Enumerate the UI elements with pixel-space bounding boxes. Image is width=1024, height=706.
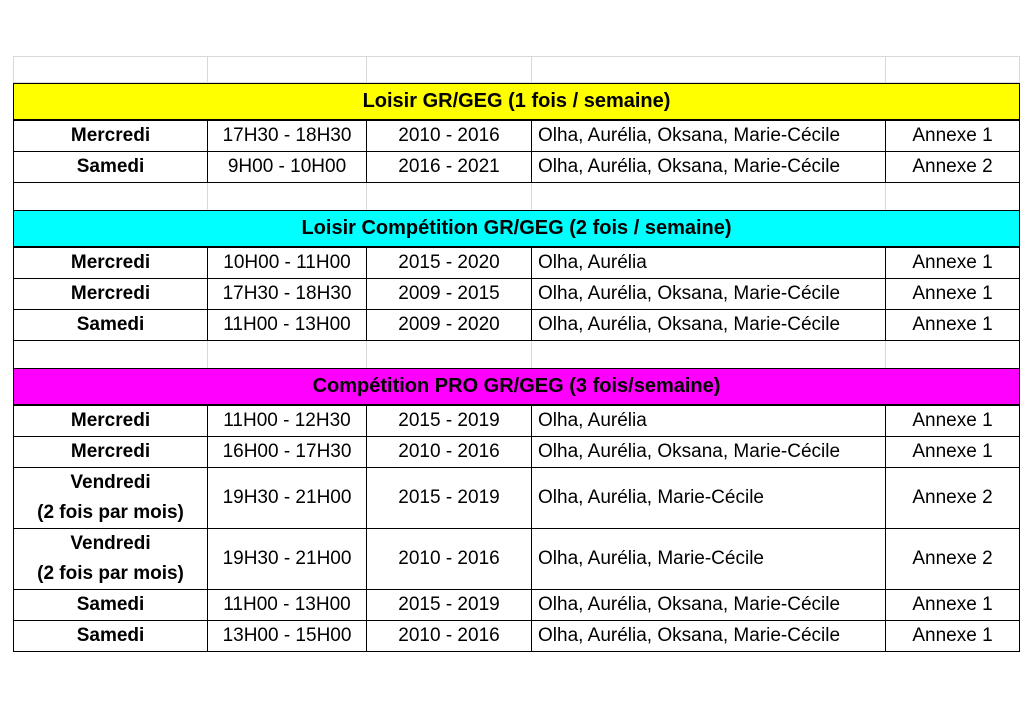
empty-cell[interactable] xyxy=(13,183,208,210)
schedule-sheet xyxy=(13,56,1020,652)
coaches-cell[interactable]: Olha, Aurélia, Oksana, Marie-Cécile xyxy=(532,121,886,152)
time-cell[interactable]: 11H00 - 12H30 xyxy=(208,406,367,437)
location-cell[interactable]: Annexe 1 xyxy=(886,310,1020,341)
section-header-competition-pro[interactable]: Compétition PRO GR/GEG (3 fois/semaine) xyxy=(13,368,1020,406)
empty-cell[interactable] xyxy=(886,183,1020,210)
empty-cell[interactable] xyxy=(367,56,532,83)
coaches-cell[interactable]: Olha, Aurélia, Oksana, Marie-Cécile xyxy=(532,621,886,652)
location-cell[interactable]: Annexe 1 xyxy=(886,621,1020,652)
time-cell[interactable]: 19H30 - 21H00 xyxy=(208,468,367,529)
day-cell[interactable]: Mercredi xyxy=(13,248,208,279)
day-cell[interactable] xyxy=(13,468,208,529)
years-cell[interactable]: 2015 - 2019 xyxy=(367,468,532,529)
empty-cell[interactable] xyxy=(208,183,367,210)
day-cell[interactable] xyxy=(13,529,208,590)
coaches-cell[interactable]: Olha, Aurélia, Oksana, Marie-Cécile xyxy=(532,437,886,468)
empty-cell[interactable] xyxy=(208,341,367,368)
section-header-loisir[interactable]: Loisir GR/GEG (1 fois / semaine) xyxy=(13,83,1020,121)
coaches-cell[interactable]: Olha, Aurélia, Oksana, Marie-Cécile xyxy=(532,590,886,621)
location-cell[interactable]: Annexe 1 xyxy=(886,248,1020,279)
day-cell[interactable]: Mercredi xyxy=(13,437,208,468)
years-cell[interactable]: 2010 - 2016 xyxy=(367,437,532,468)
empty-cell[interactable] xyxy=(367,183,532,210)
location-cell[interactable]: Annexe 2 xyxy=(886,529,1020,590)
years-cell[interactable]: 2010 - 2016 xyxy=(367,529,532,590)
day-cell[interactable]: Samedi xyxy=(13,590,208,621)
location-cell[interactable]: Annexe 2 xyxy=(886,152,1020,183)
location-cell[interactable]: Annexe 1 xyxy=(886,590,1020,621)
empty-cell[interactable] xyxy=(208,56,367,83)
day-cell[interactable]: Mercredi xyxy=(13,121,208,152)
years-cell[interactable]: 2015 - 2019 xyxy=(367,406,532,437)
years-cell[interactable]: 2015 - 2019 xyxy=(367,590,532,621)
location-cell[interactable]: Annexe 1 xyxy=(886,279,1020,310)
day-label: Vendredi xyxy=(70,472,151,493)
time-cell[interactable]: 13H00 - 15H00 xyxy=(208,621,367,652)
time-cell[interactable]: 19H30 - 21H00 xyxy=(208,529,367,590)
section-header-loisir-competition[interactable]: Loisir Compétition GR/GEG (2 fois / semaine) xyxy=(13,210,1020,248)
location-cell[interactable]: Annexe 1 xyxy=(886,406,1020,437)
coaches-cell[interactable]: Olha, Aurélia, Oksana, Marie-Cécile xyxy=(532,152,886,183)
coaches-cell[interactable]: Olha, Aurélia xyxy=(532,406,886,437)
frequency-note: (2 fois par mois) xyxy=(37,563,184,584)
time-cell[interactable]: 11H00 - 13H00 xyxy=(208,590,367,621)
years-cell[interactable]: 2009 - 2015 xyxy=(367,279,532,310)
day-cell[interactable]: Samedi xyxy=(13,621,208,652)
day-cell[interactable]: Mercredi xyxy=(13,406,208,437)
coaches-cell[interactable]: Olha, Aurélia, Oksana, Marie-Cécile xyxy=(532,279,886,310)
time-cell[interactable]: 17H30 - 18H30 xyxy=(208,279,367,310)
day-cell[interactable]: Samedi xyxy=(13,152,208,183)
time-cell[interactable]: 16H00 - 17H30 xyxy=(208,437,367,468)
years-cell[interactable]: 2016 - 2021 xyxy=(367,152,532,183)
day-label: Vendredi xyxy=(70,533,151,554)
years-cell[interactable]: 2010 - 2016 xyxy=(367,121,532,152)
empty-cell[interactable] xyxy=(367,341,532,368)
time-cell[interactable]: 17H30 - 18H30 xyxy=(208,121,367,152)
years-cell[interactable]: 2010 - 2016 xyxy=(367,621,532,652)
location-cell[interactable]: Annexe 2 xyxy=(886,468,1020,529)
coaches-cell[interactable]: Olha, Aurélia, Marie-Cécile xyxy=(532,529,886,590)
location-cell[interactable]: Annexe 1 xyxy=(886,121,1020,152)
empty-cell[interactable] xyxy=(532,56,886,83)
time-cell[interactable]: 9H00 - 10H00 xyxy=(208,152,367,183)
empty-cell[interactable] xyxy=(532,341,886,368)
empty-cell[interactable] xyxy=(886,341,1020,368)
empty-cell[interactable] xyxy=(886,56,1020,83)
day-cell[interactable]: Samedi xyxy=(13,310,208,341)
years-cell[interactable]: 2015 - 2020 xyxy=(367,248,532,279)
frequency-note: (2 fois par mois) xyxy=(37,502,184,523)
empty-cell[interactable] xyxy=(13,341,208,368)
time-cell[interactable]: 10H00 - 11H00 xyxy=(208,248,367,279)
coaches-cell[interactable]: Olha, Aurélia, Marie-Cécile xyxy=(532,468,886,529)
time-cell[interactable]: 11H00 - 13H00 xyxy=(208,310,367,341)
empty-cell[interactable] xyxy=(13,56,208,83)
coaches-cell[interactable]: Olha, Aurélia xyxy=(532,248,886,279)
coaches-cell[interactable]: Olha, Aurélia, Oksana, Marie-Cécile xyxy=(532,310,886,341)
empty-cell[interactable] xyxy=(532,183,886,210)
years-cell[interactable]: 2009 - 2020 xyxy=(367,310,532,341)
day-cell[interactable]: Mercredi xyxy=(13,279,208,310)
location-cell[interactable]: Annexe 1 xyxy=(886,437,1020,468)
